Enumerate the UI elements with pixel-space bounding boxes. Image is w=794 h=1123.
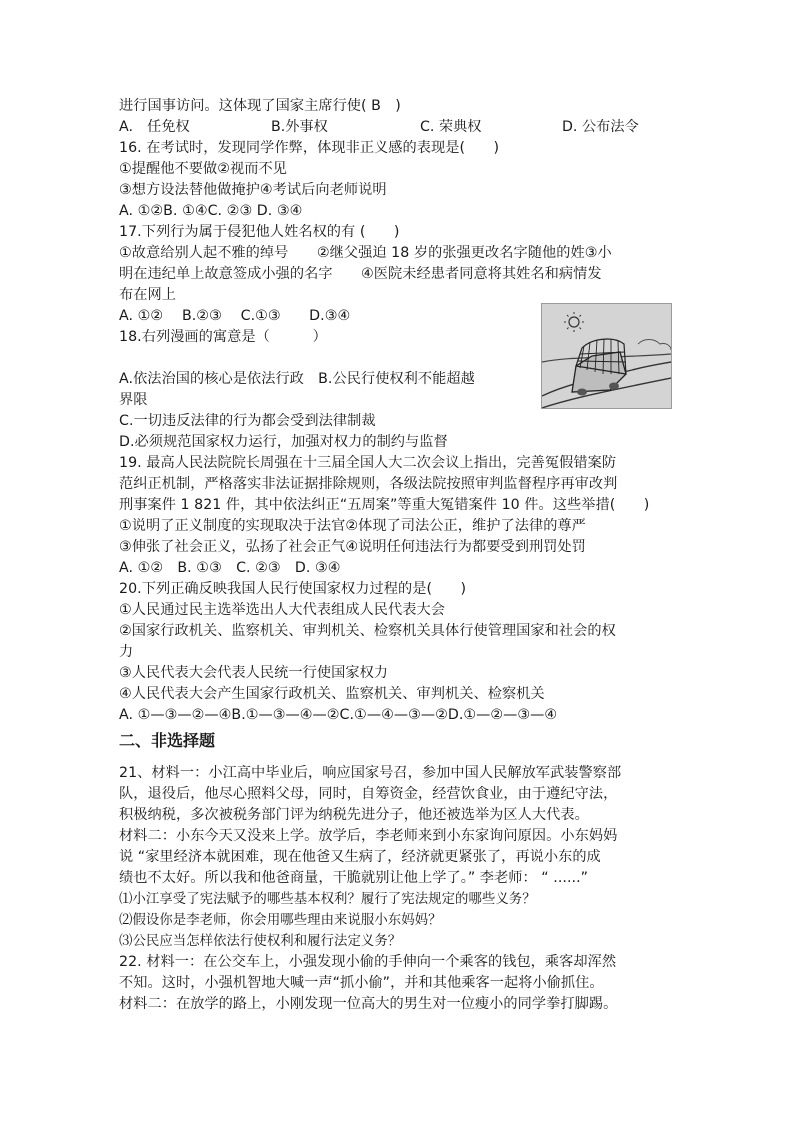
q21-subquestion-3: ⑶公民应当怎样依法行使权利和履行法定义务？ [119, 934, 402, 949]
q17-options: A. ①② B.②③ C.①③ D.③④ [119, 308, 351, 324]
q18-stem: 18.右列漫画的寓意是（ ） [119, 329, 327, 345]
q15-option-d: D. 公布法令 [562, 119, 639, 135]
q19-item-line: ①说明了正义制度的实现取决于法官②体现了司法公正，维护了法律的尊严 [119, 518, 586, 534]
q19-stem-line: 刑事案件 1 821 件，其中依法纠正“五周案”等重大冤错案件 10 件。这些举措( ) [119, 497, 650, 513]
q17-item-line: 布在网上 [119, 287, 176, 303]
cartoon-image [541, 303, 672, 409]
q15-option-b: B.外事权 [271, 119, 328, 135]
q16-item-line: ③想方设法替他做掩护④考试后向老师说明 [119, 182, 387, 198]
q21-material-line: 21、材料一：小江高中毕业后，响应国家号召，参加中国人民解放军武装警察部 [119, 765, 622, 781]
q21-material-line: 绩也不太好。所以我和他爸商量，干脆就别让他上学了。” 李老师： “ ......” [119, 870, 589, 886]
q18-option-d: D.必须规范国家权力运行，加强对权力的制约与监督 [119, 434, 448, 450]
q20-item-line: ③人民代表大会代表人民统一行使国家权力 [119, 665, 389, 681]
q22-material-line: 22. 材料一：在公交车上，小强发现小偷的手伸向一个乘客的钱包，乘客却浑然 [119, 954, 617, 970]
q19-options: A. ①② B. ①③ C. ②③ D. ③④ [119, 560, 341, 576]
q20-options: A. ①—③—②—④B.①—③—④—②C.①—④—③—②D.①—②—③—④ [119, 707, 558, 723]
q15-stem-tail: 进行国事访问。这体现了国家主席行使( B ) [119, 98, 401, 114]
q16-item-line: ①提醒他不要做②视而不见 [119, 161, 287, 177]
q15-option-c: C. 荣典权 [420, 119, 482, 135]
q19-stem-line: 范纠正机制，严格落实非法证据排除规则，各级法院按照审判监督程序再审改判 [119, 476, 618, 492]
q15-option-a: A. 任免权 [119, 119, 190, 135]
q22-material-line: 材料二：在放学的路上，小刚发现一位高大的男生对一位瘦小的同学拳打脚踢。 [119, 996, 618, 1012]
q21-material-line: 说 “家里经济本就困难，现在他爸又生病了，经济就更紧张了，再说小东的成 [119, 849, 601, 865]
q20-stem: 20.下列正确反映我国人民行使国家权力过程的是( ) [119, 581, 467, 597]
q21-subquestion-1: ⑴小江享受了宪法赋予的哪些基本权利？履行了宪法规定的哪些义务？ [119, 892, 536, 907]
section-title: 二、非选择题 [119, 731, 216, 750]
q21-material-line: 材料二：小东今天又没来上学。放学后，李老师来到小东家询问原因。小东妈妈 [119, 828, 618, 844]
q20-item-line: ①人民通过民主选举选出人大代表组成人民代表大会 [119, 602, 445, 618]
q18-option-b-continued: 界限 [119, 392, 148, 408]
q21-material-line: 积极纳税，多次被税务部门评为纳税先进分子，他还被选举为区人大代表。 [119, 807, 589, 823]
q20-item-line: ④人民代表大会产生国家行政机关、监察机关、审判机关、检察机关 [119, 686, 545, 702]
q17-item-line: 明在违纪单上故意签成小强的名字 ④医院未经患者同意将其姓名和病情发 [119, 266, 602, 282]
q17-stem: 17.下列行为属于侵犯他人姓名权的有 ( ) [119, 224, 400, 240]
q19-item-line: ③伸张了社会正义，弘扬了社会正气④说明任何违法行为都要受到刑罚处罚 [119, 539, 586, 555]
car-in-cage-illustration [542, 304, 671, 408]
q21-subquestion-2: ⑵假设你是李老师，你会用哪些理由来说服小东妈妈？ [119, 913, 442, 928]
q18-options-ab: A.依法治国的核心是依法行政 B.公民行使权利不能超越 [119, 371, 475, 387]
q16-options: A. ①②B. ①④C. ②③ D. ③④ [119, 203, 303, 219]
q21-material-line: 队，退役后，他尽心照料父母，同时，自筹资金，经营饮食业，由于遵纪守法， [119, 786, 618, 802]
q16-stem: 16. 在考试时，发现同学作弊，体现非正义感的表现是( ) [119, 140, 500, 156]
q19-stem-line: 19. 最高人民法院院长周强在十三届全国人大二次会议上指出，完善冤假错案防 [119, 455, 617, 471]
q20-item-line: 力 [119, 644, 134, 660]
q18-option-c: C.一切违反法律的行为都会受到法律制裁 [119, 413, 376, 429]
q20-item-line: ②国家行政机关、监察机关、审判机关、检察机关具体行使管理国家和社会的权 [119, 623, 616, 639]
q17-item-line: ①故意给别人起不雅的绰号 ②继父强迫 18 岁的张强更改名字随他的姓③小 [119, 245, 612, 261]
q22-material-line: 不知。这时，小强机智地大喊一声“抓小偷”，并和其他乘客一起将小偷抓住。 [119, 975, 604, 991]
